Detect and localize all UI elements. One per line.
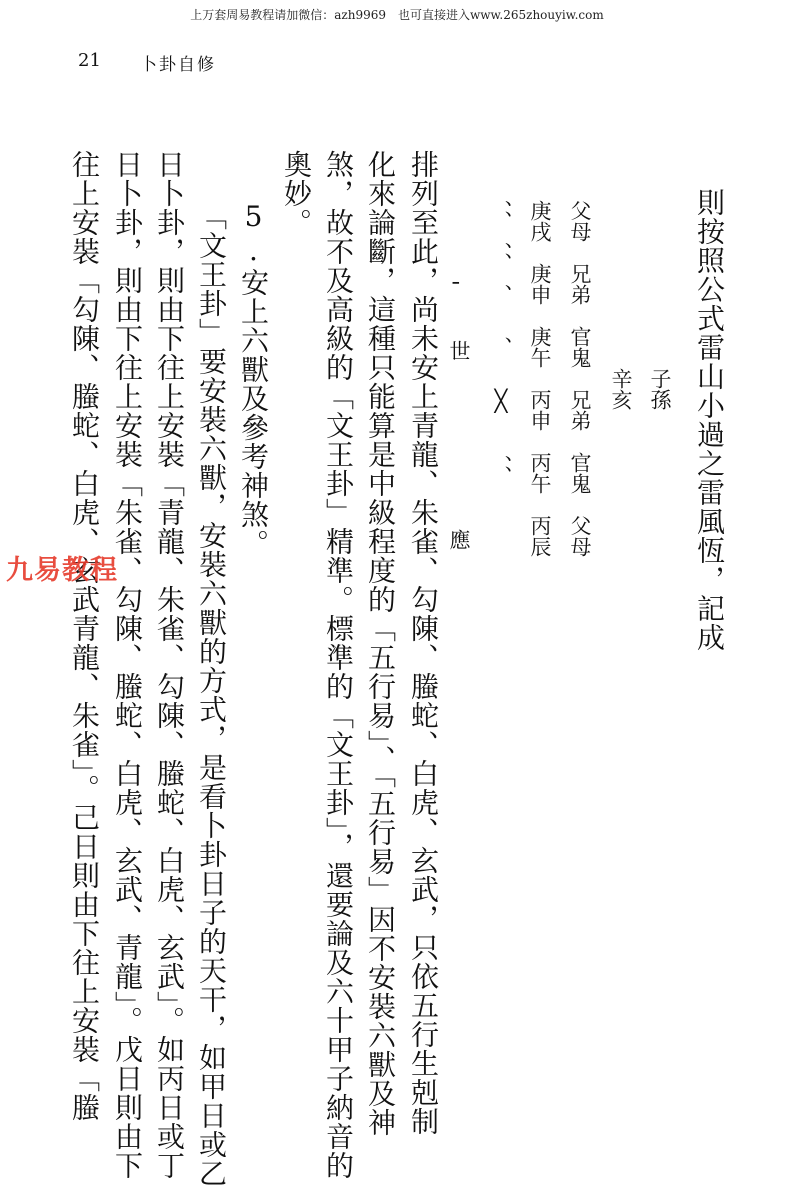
text-column-9: 往上安裝「勾陳、螣蛇、白虎、玄武青龍、朱雀」。己日則由下往上安裝「螣 [68, 150, 101, 1122]
text-column-7: 日卜卦，則由下往上安裝「青龍、朱雀、勾陳、螣蛇、白虎、玄武」。如丙日或丁 [153, 150, 186, 1180]
hexagram-row-6: ╴ 世 應 [447, 226, 471, 550]
text-column-6: 「文王卦」要安裝六獸，安裝六獸的方式，是看卜卦日子的天干，如甲日或乙 [195, 202, 228, 1188]
hexagram-row-4: 庚戌 庚申 庚午 丙申 丙午 丙辰 [528, 200, 552, 557]
hexagram-row-1: 子孫 [648, 200, 672, 410]
hexagram-row-5: 、、 、、 、 、 ╳ 、、 [489, 200, 513, 487]
page-number: 21 [78, 50, 101, 71]
text-column-2: 排列至此，尚未安上青龍、朱雀、勾陳、螣蛇、白虎、玄武，只依五行生剋制 [407, 150, 440, 1136]
section-heading: 5.安上六獸及參考神煞。 [237, 200, 270, 558]
watermark-logo: 九易教程 [6, 555, 118, 586]
text-column-5: 奧妙。 [280, 150, 313, 237]
text-column-1: 則按照公式雷山小過之雷風恆，記成 [693, 188, 726, 652]
hexagram-row-2: 辛亥 [609, 200, 633, 410]
text-column-3: 化來論斷，這種只能算是中級程度的「五行易」、「五行易」因不安裝六獸及神 [364, 150, 397, 1137]
header-note: 上万套周易教程请加微信：azh9969 也可直接进入www.265zhouyiw.com [190, 8, 604, 22]
hexagram-row-3: 父母 兄弟 官鬼 兄弟 官鬼 父母 [568, 200, 592, 557]
book-title: 卜卦自修 [140, 55, 216, 75]
text-column-8: 日卜卦，則由下往上安裝「朱雀、勾陳、螣蛇、白虎、玄武、青龍」。戊日則由下 [111, 150, 144, 1180]
text-column-4: 煞，故不及高級的「文王卦」精準。標準的「文王卦」，還要論及六十甲子納音的 [322, 150, 355, 1180]
